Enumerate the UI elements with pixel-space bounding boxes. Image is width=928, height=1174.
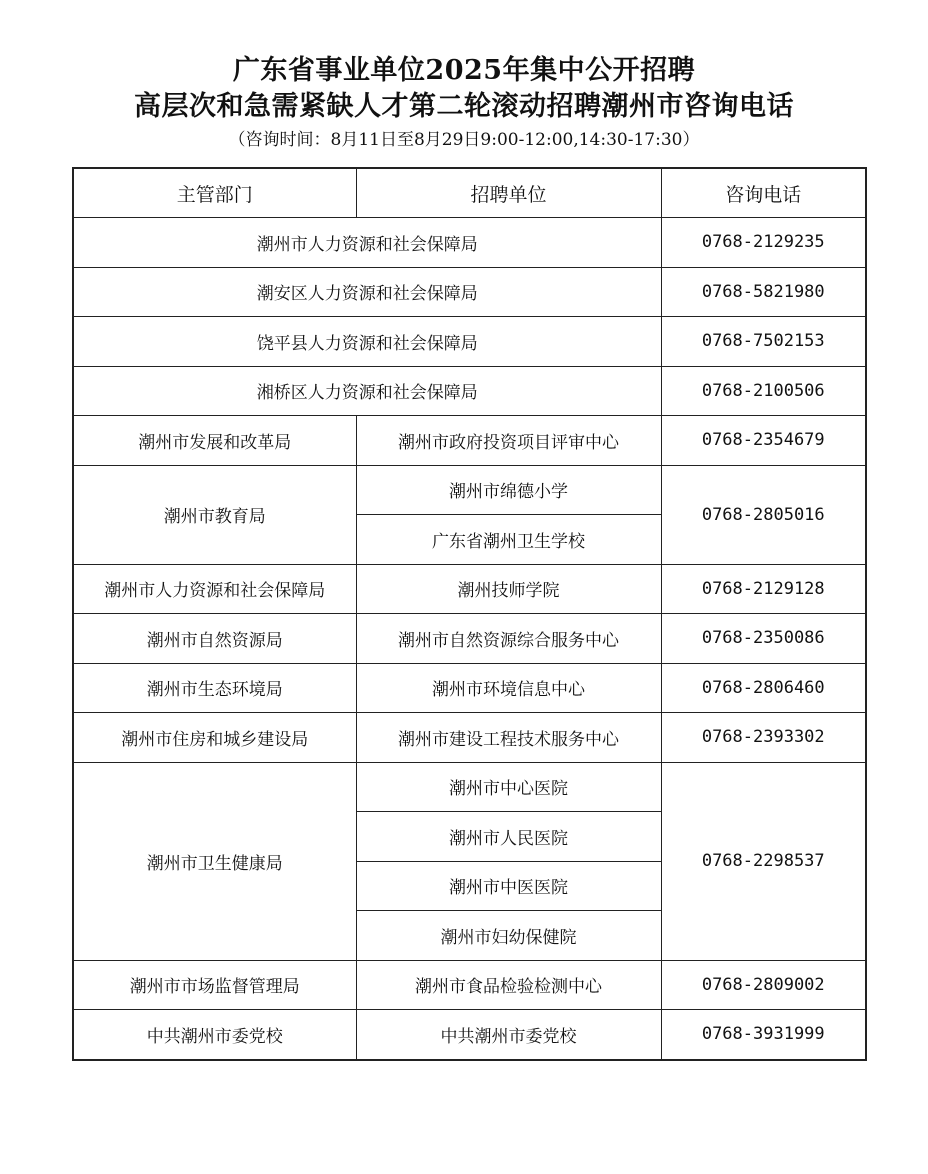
unit-cell: 潮州市妇幼保健院 bbox=[356, 911, 661, 961]
title-line-2: 高层次和急需紧缺人才第二轮滚动招聘潮州市咨询电话 bbox=[134, 91, 794, 122]
table-row bbox=[73, 267, 866, 317]
phone-cell: 0768-2805016 bbox=[661, 465, 866, 564]
unit-cell: 潮州市食品检验检测中心 bbox=[356, 960, 661, 1010]
phone-cell: 0768-2100506 bbox=[661, 366, 866, 416]
phone-cell: 0768-2129235 bbox=[661, 218, 866, 268]
consult-time-subtitle: （咨询时间：8月11日至8月29日9:00-12:00,14:30-17:30） bbox=[228, 130, 700, 150]
merged-unit-cell: 潮州市人力资源和社会保障局 bbox=[73, 218, 661, 268]
unit-cell: 潮州市中医医院 bbox=[356, 861, 661, 911]
phone-cell: 0768-2350086 bbox=[661, 614, 866, 664]
unit-cell: 广东省潮州卫生学校 bbox=[356, 515, 661, 565]
phone-cell: 0768-2806460 bbox=[661, 663, 866, 713]
table-row bbox=[73, 564, 866, 614]
contact-table bbox=[72, 167, 867, 1061]
phone-cell: 0768-3931999 bbox=[661, 1010, 866, 1060]
table-row bbox=[73, 1010, 866, 1060]
phone-cell: 0768-5821980 bbox=[661, 267, 866, 317]
department-cell: 潮州市教育局 bbox=[73, 465, 356, 564]
phone-cell: 0768-2298537 bbox=[661, 762, 866, 960]
unit-cell: 潮州技师学院 bbox=[356, 564, 661, 614]
phone-cell: 0768-7502153 bbox=[661, 317, 866, 367]
department-cell: 潮州市人力资源和社会保障局 bbox=[73, 564, 356, 614]
table-row bbox=[73, 465, 866, 515]
phone-cell: 0768-2129128 bbox=[661, 564, 866, 614]
unit-cell: 潮州市人民医院 bbox=[356, 812, 661, 862]
department-cell: 潮州市市场监督管理局 bbox=[73, 960, 356, 1010]
phone-cell: 0768-2809002 bbox=[661, 960, 866, 1010]
department-cell: 潮州市生态环境局 bbox=[73, 663, 356, 713]
table-row bbox=[73, 366, 866, 416]
header-phone: 咨询电话 bbox=[661, 168, 866, 218]
department-cell: 潮州市卫生健康局 bbox=[73, 762, 356, 960]
unit-cell: 潮州市自然资源综合服务中心 bbox=[356, 614, 661, 664]
department-cell: 中共潮州市委党校 bbox=[73, 1010, 356, 1060]
table-row bbox=[73, 614, 866, 664]
phone-cell: 0768-2393302 bbox=[661, 713, 866, 763]
merged-unit-cell: 湘桥区人力资源和社会保障局 bbox=[73, 366, 661, 416]
table-row bbox=[73, 317, 866, 367]
table-row bbox=[73, 416, 866, 466]
header-department: 主管部门 bbox=[73, 168, 356, 218]
department-cell: 潮州市自然资源局 bbox=[73, 614, 356, 664]
unit-cell: 潮州市绵德小学 bbox=[356, 465, 661, 515]
merged-unit-cell: 潮安区人力资源和社会保障局 bbox=[73, 267, 661, 317]
header-unit: 招聘单位 bbox=[356, 168, 661, 218]
department-cell: 潮州市发展和改革局 bbox=[73, 416, 356, 466]
table-header-row bbox=[73, 168, 866, 218]
phone-cell: 0768-2354679 bbox=[661, 416, 866, 466]
table-row bbox=[73, 218, 866, 268]
department-cell: 潮州市住房和城乡建设局 bbox=[73, 713, 356, 763]
table-row bbox=[73, 762, 866, 812]
unit-cell: 潮州市环境信息中心 bbox=[356, 663, 661, 713]
table-row bbox=[73, 713, 866, 763]
title-line-1: 广东省事业单位2025年集中公开招聘 bbox=[232, 55, 696, 86]
table-row bbox=[73, 663, 866, 713]
unit-cell: 潮州市政府投资项目评审中心 bbox=[356, 416, 661, 466]
unit-cell: 潮州市建设工程技术服务中心 bbox=[356, 713, 661, 763]
unit-cell: 中共潮州市委党校 bbox=[356, 1010, 661, 1060]
table-row bbox=[73, 960, 866, 1010]
unit-cell: 潮州市中心医院 bbox=[356, 762, 661, 812]
merged-unit-cell: 饶平县人力资源和社会保障局 bbox=[73, 317, 661, 367]
